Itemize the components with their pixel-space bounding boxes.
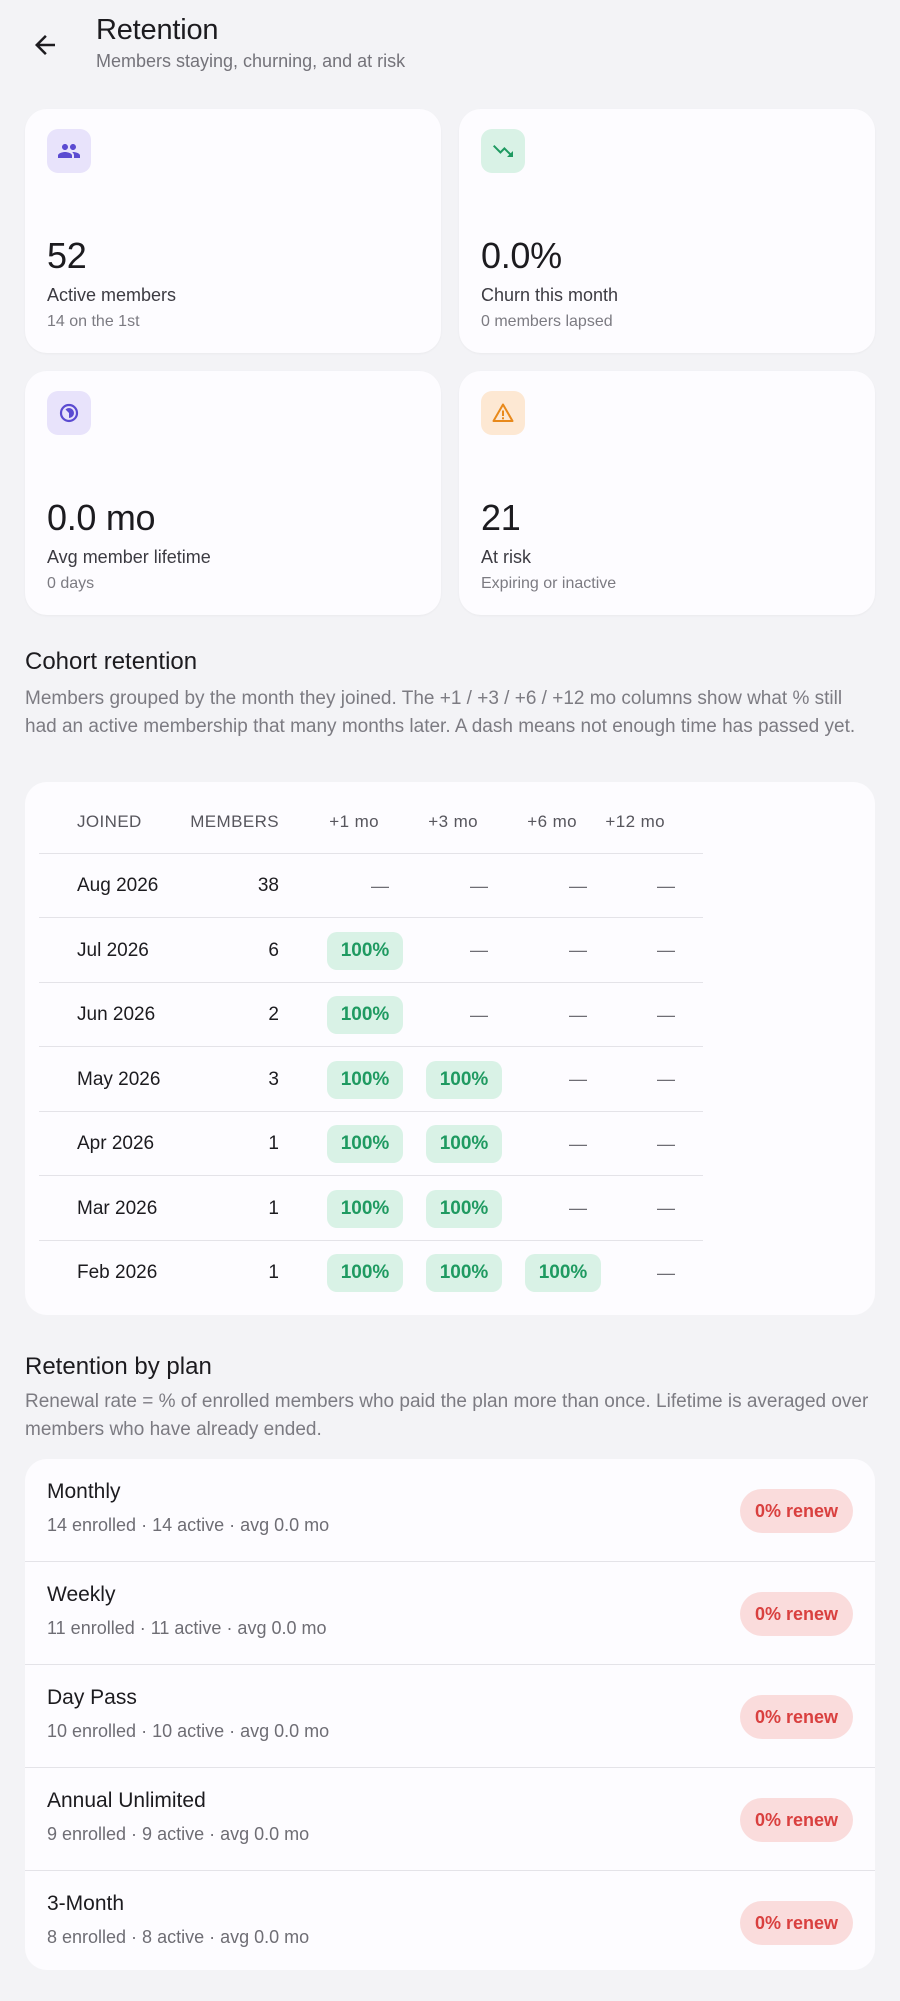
no-data-dash: — [657,1004,675,1025]
stat-card-avg-lifetime [25,371,441,615]
cell-plus12 [591,1241,689,1305]
plans-section-title: Retention by plan [25,1353,212,1380]
plan-row-day-pass[interactable] [25,1665,875,1768]
cohort-row [39,983,703,1047]
cohort-joined-month: May 2026 [77,1068,161,1090]
cohort-row [39,919,703,983]
cohort-row [39,1048,703,1112]
stat-value: 21 [481,497,521,538]
no-data-dash: — [371,875,389,896]
cohort-member-count: 1 [268,1262,279,1283]
warning-icon [481,391,525,435]
cell-plus6 [503,1112,601,1176]
plan-name: Weekly [47,1583,116,1606]
renew-rate-badge: 0% renew [740,1489,853,1533]
retention-pill: 100% [426,1061,502,1099]
cohort-member-count: 1 [268,1133,279,1154]
cell-plus6 [503,1241,601,1305]
no-data-dash: — [470,940,488,960]
retention-pill: 100% [525,1254,601,1292]
stat-card-churn [459,109,875,353]
cell-plus3 [404,854,502,918]
cell-plus1 [305,1048,403,1112]
retention-pill: 100% [426,1254,502,1292]
cell-plus12 [591,983,689,1047]
no-data-dash: — [569,1133,587,1154]
cell-plus1 [305,854,403,918]
cohort-member-count: 38 [257,875,279,896]
cohort-section-title: Cohort retention [25,648,198,675]
plan-name: Day Pass [47,1686,137,1709]
cell-plus6 [503,1048,601,1112]
clock-pie-icon [47,391,91,435]
retention-pill: 100% [426,1190,502,1228]
stat-sublabel: 14 on the 1st [47,313,140,330]
cohort-member-count: 1 [268,1197,279,1219]
cohort-row [39,1177,703,1241]
no-data-dash: — [657,1069,675,1089]
arrow-back-icon [30,30,60,60]
plan-name: 3-Month [47,1892,125,1915]
retention-pill: 100% [327,1254,403,1292]
no-data-dash: — [569,875,587,896]
stat-label: Active members [47,285,177,305]
cell-plus1 [305,919,403,983]
no-data-dash: — [657,1262,675,1283]
plans-section-description: Renewal rate = % of enrolled members who paid the plan more than once. Lifetime is averaged over members who have already ended. [25,1391,869,1440]
cohort-joined-month: Jun 2026 [77,1004,156,1025]
cohort-table-header [39,782,703,854]
no-data-dash: — [657,875,675,896]
cohort-table [25,782,875,1315]
retention-pill: 100% [327,1190,403,1228]
page-title: Retention [96,14,219,46]
column-header-joined: JOINED [77,812,142,831]
column-header-plus3: +3 mo [428,812,478,831]
stat-sublabel: 0 days [47,575,95,592]
cell-plus3 [404,1112,502,1176]
stat-sublabel: 0 members lapsed [481,313,613,330]
page-subtitle: Members staying, churning, and at risk [96,51,406,71]
column-header-plus12: +12 mo [605,812,665,831]
cell-plus1 [305,1112,403,1176]
cell-plus3 [404,919,502,983]
no-data-dash: — [569,1004,587,1025]
cohort-row [39,854,703,918]
cell-plus1 [305,983,403,1047]
stat-sublabel: Expiring or inactive [481,575,617,592]
cell-plus12 [591,854,689,918]
cohort-joined-month: Aug 2026 [77,875,159,896]
retention-pill: 100% [327,1061,403,1099]
retention-pill: 100% [327,996,403,1034]
stat-label: At risk [481,547,532,567]
retention-pill: 100% [327,1125,403,1163]
cohort-row [39,1112,703,1176]
cell-plus3 [404,983,502,1047]
trending-down-icon [481,129,525,173]
retention-pill: 100% [327,932,403,970]
renew-rate-badge: 0% renew [740,1798,853,1842]
plan-row-annual-unlimited[interactable] [25,1768,875,1871]
stat-label: Churn this month [481,285,619,305]
plan-row-3-month[interactable] [25,1871,875,1970]
cohort-section-description: Members grouped by the month they joined. The +1 / +3 / +6 / +12 mo columns show what % still had an active membership that many months later. A dash means not enough time has passed yet. [25,688,856,737]
cohort-joined-month: Apr 2026 [77,1133,155,1154]
cell-plus12 [591,1048,689,1112]
no-data-dash: — [657,940,675,960]
column-header-members: MEMBERS [190,812,279,831]
no-data-dash: — [657,1133,675,1154]
app-header [0,0,900,90]
cell-plus3 [404,1241,502,1305]
no-data-dash: — [657,1198,675,1218]
plan-row-weekly[interactable] [25,1562,875,1665]
stat-value: 0.0% [481,235,562,276]
cell-plus1 [305,1241,403,1305]
plan-name: Annual Unlimited [47,1789,206,1812]
cell-plus12 [591,919,689,983]
cell-plus6 [503,1177,601,1241]
cohort-member-count: 3 [268,1068,279,1090]
cell-plus12 [591,1177,689,1241]
renew-rate-badge: 0% renew [740,1592,853,1636]
renew-rate-badge: 0% renew [740,1901,853,1945]
plan-list [25,1459,875,1970]
stat-card-at-risk [459,371,875,615]
stat-card-active-members [25,109,441,353]
column-header-plus6: +6 mo [527,812,577,831]
cohort-joined-month: Feb 2026 [77,1262,158,1283]
cell-plus6 [503,983,601,1047]
cell-plus3 [404,1177,502,1241]
no-data-dash: — [470,875,488,896]
plan-meta: 8 enrolled · 8 active · avg 0.0 mo [47,1927,310,1947]
plan-meta: 11 enrolled · 11 active · avg 0.0 mo [47,1618,327,1638]
cell-plus6 [503,854,601,918]
cohort-joined-month: Jul 2026 [77,939,149,961]
cohort-member-count: 2 [268,1004,279,1025]
cell-plus1 [305,1177,403,1241]
no-data-dash: — [569,940,587,960]
cell-plus3 [404,1048,502,1112]
plan-meta: 14 enrolled · 14 active · avg 0.0 mo [47,1515,330,1535]
plan-name: Monthly [47,1480,121,1503]
cell-plus12 [591,1112,689,1176]
stat-value: 52 [47,235,87,276]
back-button[interactable] [25,25,65,65]
renew-rate-badge: 0% renew [740,1695,853,1739]
no-data-dash: — [470,1004,488,1025]
cohort-row [39,1241,703,1305]
plan-meta: 10 enrolled · 10 active · avg 0.0 mo [47,1721,330,1741]
stat-value: 0.0 mo [47,497,156,538]
people-icon [47,129,91,173]
column-header-plus1: +1 mo [329,812,379,831]
stat-label: Avg member lifetime [47,547,211,567]
cell-plus6 [503,919,601,983]
plan-meta: 9 enrolled · 9 active · avg 0.0 mo [47,1824,310,1844]
cohort-member-count: 6 [268,939,279,961]
cohort-joined-month: Mar 2026 [77,1197,158,1219]
retention-pill: 100% [426,1125,502,1163]
no-data-dash: — [569,1069,587,1089]
no-data-dash: — [569,1198,587,1218]
plan-row-monthly[interactable] [25,1459,875,1562]
